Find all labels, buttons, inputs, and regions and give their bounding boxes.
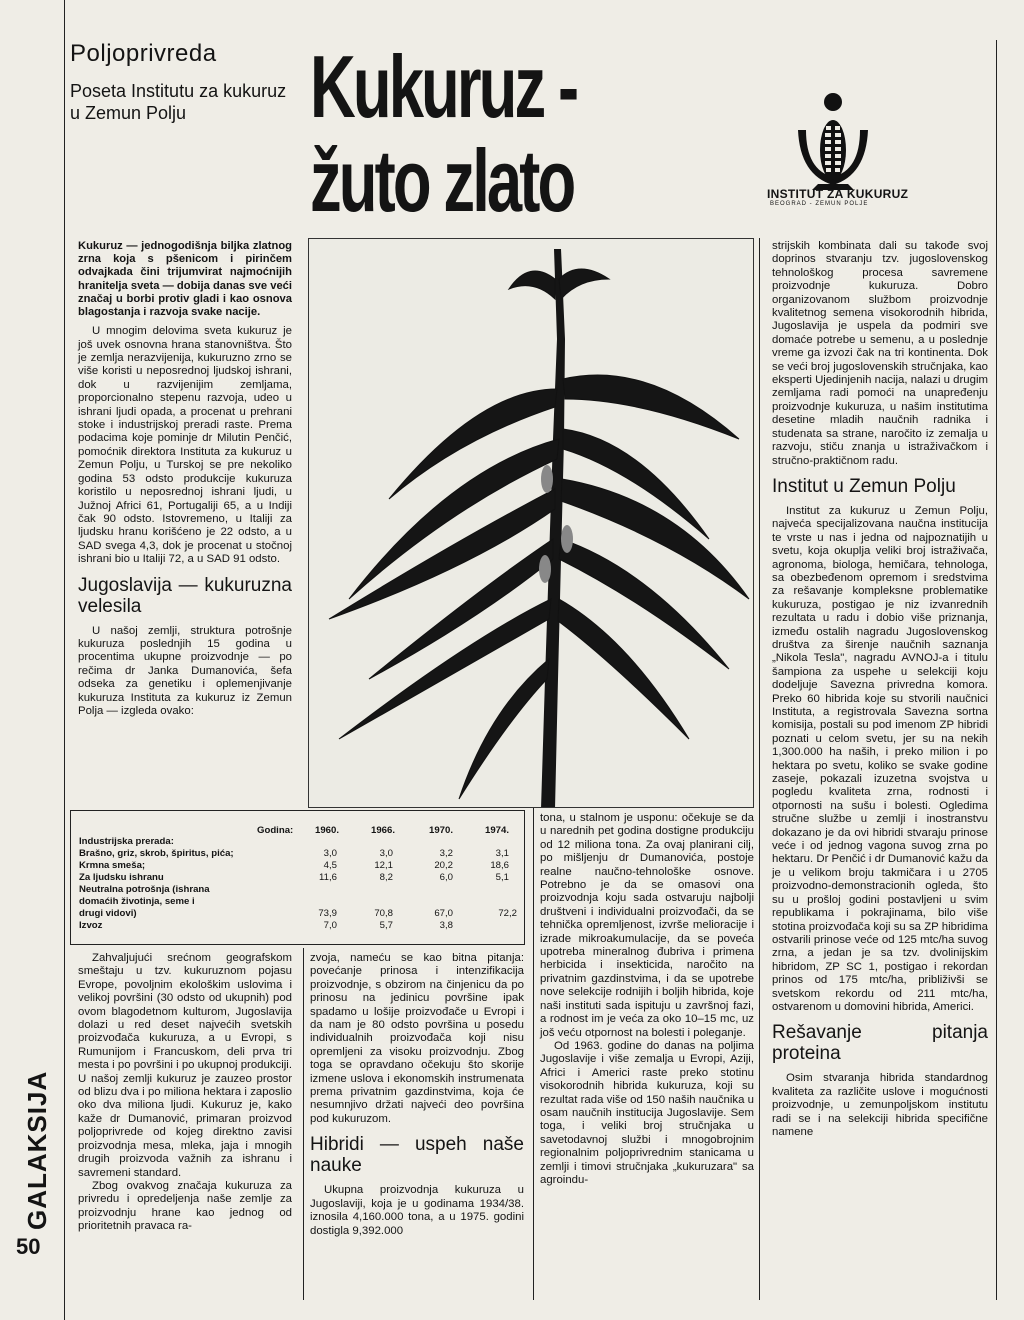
body-paragraph: Zahvaljujući srećnom geografskom smeštaju u tzv. kukuruznom pojasu Evrope, povoljnim ekološkim uslovima i velikoj površini (30 odsto od ukupnih) pod ovom blagodetnom kulturom, Jugoslavija dolazi u red deset najvećih svetskih proizvođača kukuruza, a u Evropi, s Rumunijom i Francuskom, deli prva tri mesta i po površini i po ukupnoj produkciji. U našoj zemlji kukuruz je zauzeo prostor od blizu dva i po miliona hektara i zaposlio oko dva miliona ljudi. Kukuruz je, kako kaže dr Dumanović, primaran proizvod poljoprivrede od kojeg direktno zavisi proizvodnja mesa, mleka, jaja i mnogih drugih proizvoda važnih za ishranu i savremeni standard. <box>78 952 293 1179</box>
subheading-institute: Institut u Zemun Polju <box>772 475 956 497</box>
column-rule <box>303 948 304 1300</box>
table-cell: 6,0 <box>439 872 453 883</box>
body-paragraph: U našoj zemlji, struktura potrošnje kukuruza poslednjih 15 godina u procentima ukupne proizvodnje — po rečima dr Janka Dumanovića, šefa odseka za genetiku i oplemenjivanje kukuruza Instituta za kukuruz iz Zemun Polja — izgleda ovako: <box>78 624 292 717</box>
body-paragraph: tona, u stalnom je usponu: očekuje se da u narednih pet godina dostigne produkciju od 12 miliona tona. Za ovaj planirani cilj, po mišljenju dr Dumanovića, postoje realne naučno-tehnološke osnove. Potrebno je da se omasovi ona proizvodnja koju sada ostvaruju najbolji društveni i individualni proizvođači, da se tehnička opremljenost, izvrše melioracije i izrade mikroakumulacije, da se poveća upotreba mineralnog đubriva i primena herbicida i insekticida, naročito na privatnim gazdinstvima, i da se upotrebe nove selekcije rodnijih i boljih hibrida, koje naši instituti sada ispituju u završnoj fazi, a rodnost im je veća za oko 10–15 mc, uz još veću otpornost na bolesti i poleganje. <box>540 812 754 1039</box>
lead-paragraph: Kukuruz — jednogodišnja biljka zlatnog zrna koja s pšenicom i pirinčem odvajkada čini trijumvirat najmoćnijih hranitelja sveta — dobija danas sve veći značaj u borbi protiv gladi i kao osnova blagostanja i razvoja svake nacije. <box>78 240 292 319</box>
logo-name: INSTITUT ZA KUKURUZ <box>767 187 909 201</box>
table-row-label: Brašno, griz, skrob, špiritus, pića; <box>79 848 234 859</box>
article-column-2-bottom <box>310 952 524 1238</box>
table-year: 1970. <box>429 825 454 836</box>
magazine-name-text: GALAKSIJA <box>22 1070 52 1230</box>
table-cell: 3,2 <box>439 848 453 859</box>
table-row-label: Za ljudsku ishranu <box>79 872 164 883</box>
table-cell: 5,7 <box>379 920 393 931</box>
table-cell: 20,2 <box>434 860 453 871</box>
logo-location: BEOGRAD - ZEMUN POLJE <box>770 201 869 207</box>
article-column-1-bottom <box>78 952 292 1234</box>
table-cell: 67,0 <box>434 908 453 919</box>
table-row-label: Izvoz <box>79 920 103 931</box>
consumption-table <box>70 810 525 945</box>
table-cell: 12,1 <box>374 860 393 871</box>
column-rule <box>759 238 760 1300</box>
table-cell: 70,8 <box>374 908 393 919</box>
table-cell: 73,9 <box>318 908 337 919</box>
corn-plant-photo <box>308 238 754 808</box>
article-column-3-bottom <box>540 812 754 1187</box>
table-cell: 7,0 <box>323 920 337 931</box>
subheading-hybrids: Hibridi — uspeh naše nauke <box>310 1134 524 1177</box>
article-column-1 <box>78 240 292 718</box>
table-row-label: Krmna smeša; <box>79 860 146 871</box>
subheading-protein: Rešavanje pitanja proteina <box>772 1022 988 1065</box>
table-cell: 3,0 <box>323 848 337 859</box>
table-cell: 3,1 <box>495 848 509 859</box>
table-row-label: domaćih životinja, seme i <box>79 896 195 907</box>
body-paragraph: Ukupna proizvodnja kukuruza u Jugoslaviji, koja je u godinama 1934/38. iznosila 4,160.000 tona, a u 1975. godini dostigla 9,392.000 <box>310 1184 524 1237</box>
headline-line-1: Kukuruz - <box>310 37 577 136</box>
left-margin-rule <box>64 0 65 1320</box>
table-cell: 11,6 <box>319 872 337 883</box>
right-margin-rule <box>996 40 997 1300</box>
kicker: Poseta Institutu za kukuruz u Zemun Polju <box>70 81 287 123</box>
body-paragraph: Od 1963. godine do danas na poljima Jugoslavije i više zemalja u Evropi, Aziji, Africi i Americi raste preko stotinu visokorodnih hibrida kukuruza, koji su rezultat rada više od 150 naših naučnika u osam naučnih institucija Jugoslavije. Sem toga, i veliki broj stručnjaka u savetodavnoj službi i mnogobrojnim regionalnim poljoprivrednim stanicama u zemlji i timovi stručnjaka „kukuruzara" sa agroindu- <box>540 1039 754 1186</box>
body-paragraph: strijskih kombinata dali su takođe svoj doprinos stvaranju tzv. jugoslovenskog tehnološkog procesa savremene proizvodnje kukuruza. Dobro organizovanom službom proizvodnje kvalitetnog semena visokorodnih hibrida, Jugoslavija je uspela da podmiri sve domaće potrebe u semenu, a u poslednje vreme ga izvozi čak na tri kontinenta. Dok se veći broj jugoslovenskih stručnjaka, kao eksperti Ujedinjenih nacija, nalazi u drugim zemljama radi pomoći na unapređenju proizvodnje kukuruza, u našim institutima desetine mladih naučnih radnika i studenata sa strane, naročito iz zemalja u razvoju, stiču znanja u istraživačkom i stručno-praktičnom radu. <box>772 240 988 467</box>
headline <box>310 37 584 230</box>
table-cell: 8,2 <box>379 872 393 883</box>
table-cell: 5,1 <box>495 872 509 883</box>
body-paragraph: U mnogim delovima sveta kukuruz je još uvek osnovna hrana stanovništva. Što je zemlja nerazvijenija, kukuruzno zrno se više koristi u neposrednoj ljudskoj ishrani, dok u razvijenijim zemljama, proporcionalno stepenu razvoja, udeo u ishrani ljudi opada, a procenat u prehrani stoke i industrijskoj preradi raste. Prema podacima koje pominje dr Milutin Penčić, pomoćnik direktora Instituta za kukuruz u Zemun Polju, u Turskoj se pre nekoliko godina 53 odsto produkcije kukuruza koristilo u neposrednoj ishrani ljudi, u Južnoj Africi 61, Portugaliji 65, a u Indiji čak 90 odsto. Istovremeno, u Italiji za ljudsku hranu korišćeno je 22 odsto, a u SAD svega 4,3, dok je procenat u stočnoj ishrani bio u Italiji 72, a u SAD 91 odsto. <box>78 325 292 566</box>
table-row-label: drugi vidovi) <box>79 908 137 919</box>
section-label: Poljoprivreda <box>70 40 217 67</box>
table-cell: 72,2 <box>498 908 517 919</box>
body-paragraph: Zbog ovakvog značaja kukuruza za privredu i opredeljenja naše zemlje za proizvodnju hrane kao jednog od prioritetnih pravaca ra- <box>78 1179 292 1233</box>
table-header-label: Godina: <box>257 825 294 836</box>
body-paragraph: Institut za kukuruz u Zemun Polju, najveća specijalizovana naučna institucija te vrste u nas i jedna od najpoznatijih u svetu, koja okuplja veliki broj istraživača, agronoma, biologa, hemičara, tehnologa, sa obezbeđenom opremom i sredstvima za rešavanje kompleksne problematike kukuruza, postigao je niz izvanrednih rezultata u radu i dobio više priznanja, između ostalih nagradu Jugoslovenskog društva za širenje naučnih saznanja „Nikola Tesla", nagradu AVNOJ-a i titulu šampiona za uspehe u selekciji koju dodeljuje Savezna privredna komora. Preko 60 hibrida koje su stvorili naučnici Instituta, a registrovala Savezna sortna komisija, postali su pod imenom ZP hibridi poznati u celom svetu, jer su na nekih 1,300.000 ha naših, i preko milion i po hektara po svetu, koliko se svake godine zaseje, pokazali izuzetna svojstva u pogledu kvaliteta zrna, rodnosti i otpornosti na sušu i bolesti. Ogledima stručne službe u zemlji i inostranstvu dokazano je da ovi hibridi stvaraju prinose veće i od jednog vagona suvog zrna po hektaru. Dr Penčić i dr Dumanović kažu da je u velikom broju takmičara i u 2705 proizvodno-demonstracionih ogleda, što su u prošloj godini postavljeni u svim republikama i pokrajinama, bilo više stotina proizvođača koji su sa ZP hibridima ostvarili prinose veće od 125 mtc/ha suvog zrna, a jedan je sa tzv. dvolinijskim hibridom, ZP SC 1, postigao i rekordan prinos od 175 mtc/ha, približivši se svetskom rekordu od 211 mtc/ha, ostvarenom u domovini hibrida, Americi. <box>772 504 988 1013</box>
magazine-name <box>22 1070 52 1230</box>
table-year: 1960. <box>315 825 340 836</box>
table-row-label: Industrijska prerada: <box>79 836 174 847</box>
table-cell: 3,0 <box>379 848 393 859</box>
table-cell: 3,8 <box>439 920 453 931</box>
column-rule <box>533 808 534 1300</box>
body-paragraph: zvoja, nameću se kao bitna pitanja: povećanje prinosa i intenzifikacija proizvodnje, s obzirom na činjenicu da po prinosu na jedinicu površine ipak spadamo u lošije proizvođače u Evropi i da nam je 80 odsto površina u posedu individualnih proizvođača koji nisu opremljeni za visoku proizvodnju. Zbog toga se opravdano očekuju što skorije izmene uslova i ekonomskih instrumenata prema privatnim gazdinstvima, koja će nesumnjivo držati najveći deo površina pod kukuruzom. <box>310 952 524 1125</box>
table-row-label: Neutralna potrošnja (ishrana <box>79 884 210 895</box>
table-year: 1966. <box>371 825 396 836</box>
page-number: 50 <box>16 1234 41 1259</box>
article-column-4 <box>772 240 988 1139</box>
headline-line-2: žuto zlato <box>310 131 574 230</box>
table-cell: 4,5 <box>323 860 337 871</box>
subheading-yugoslavia: Jugoslavija — kukuruzna velesila <box>78 574 292 617</box>
body-paragraph: Osim stvaranja hibrida standardnog kvaliteta za različite uslove i mogućnosti proizvodnje, u zemunpoljskom institutu radi se i na selekciji hibrida specifične namene <box>772 1072 988 1138</box>
table-cell: 18,6 <box>490 860 509 871</box>
table-year: 1974. <box>485 825 510 836</box>
